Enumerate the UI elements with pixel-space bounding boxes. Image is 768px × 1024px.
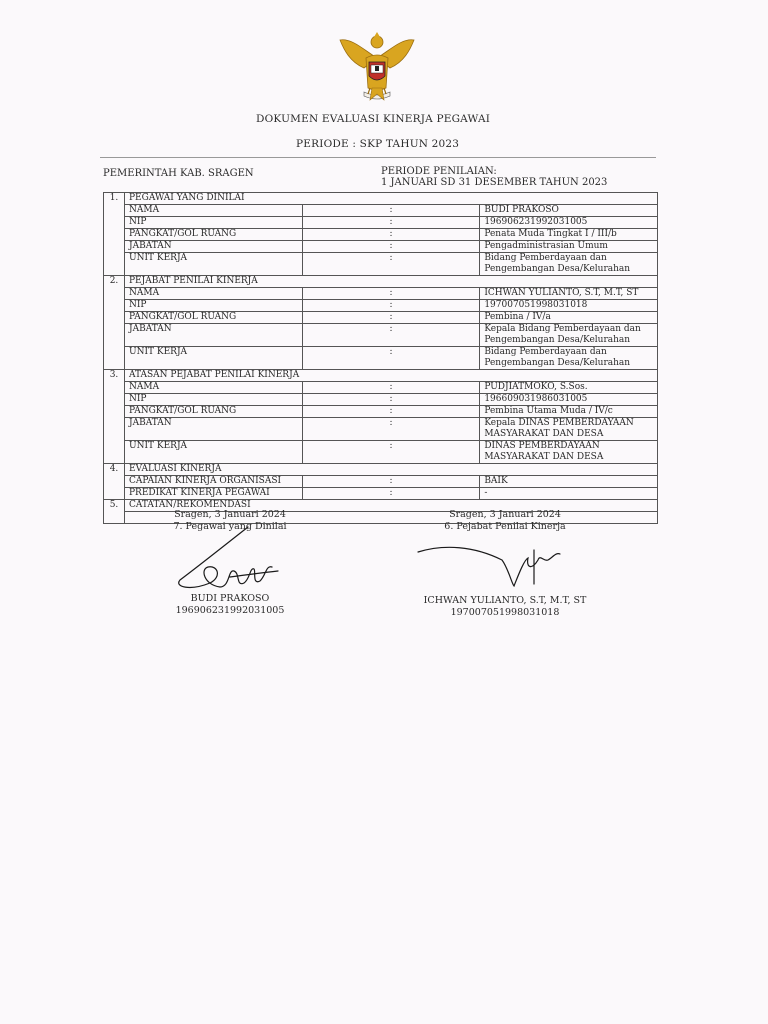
table-row	[104, 406, 658, 418]
field-label: JABATAN	[125, 241, 303, 253]
right-handwritten-signature	[414, 540, 574, 595]
section-number: 2.	[104, 276, 125, 370]
document-period: PERIODE : SKP TAHUN 2023	[296, 138, 460, 150]
field-label: UNIT KERJA	[125, 347, 303, 370]
field-value: Pembina / IV/a	[480, 312, 658, 324]
left-signature-role: 7. Pegawai yang Dinilai	[173, 521, 287, 532]
section-number: 3.	[104, 370, 125, 464]
field-value: 197007051998031018	[480, 300, 658, 312]
field-value: -	[480, 488, 658, 500]
field-value: BAIK	[480, 476, 658, 488]
field-colon: :	[302, 312, 480, 324]
field-label: NIP	[125, 394, 303, 406]
right-signature-place-date: Sragen, 3 Januari 2024	[449, 509, 561, 520]
field-label: UNIT KERJA	[125, 253, 303, 276]
field-colon: :	[302, 253, 480, 276]
table-row	[104, 441, 658, 464]
table-row	[104, 476, 658, 488]
field-colon: :	[302, 394, 480, 406]
field-value: DINAS PEMBERDAYAAN MASYARAKAT DAN DESA	[480, 441, 658, 464]
organization-name: PEMERINTAH KAB. SRAGEN	[103, 168, 254, 179]
field-value: Penata Muda Tingkat I / III/b	[480, 229, 658, 241]
assessment-period-label: PERIODE PENILAIAN:	[381, 166, 497, 177]
field-value: 196609031986031005	[480, 394, 658, 406]
field-label: NIP	[125, 300, 303, 312]
table-row	[104, 229, 658, 241]
section-title: EVALUASI KINERJA	[125, 464, 658, 476]
table-row	[104, 300, 658, 312]
table-row	[104, 205, 658, 217]
section-header-row	[104, 193, 658, 205]
right-signature-footer	[410, 595, 600, 619]
left-signature-place-date: Sragen, 3 Januari 2024	[174, 509, 286, 520]
field-colon: :	[302, 229, 480, 241]
left-handwritten-signature	[170, 525, 290, 600]
section-title: PEGAWAI YANG DINILAI	[125, 193, 658, 205]
section-number: 5.	[104, 500, 125, 524]
left-signature-footer	[150, 593, 310, 617]
field-value: 196906231992031005	[480, 217, 658, 229]
table-row	[104, 288, 658, 300]
document-title: DOKUMEN EVALUASI KINERJA PEGAWAI	[256, 113, 491, 125]
field-label: NAMA	[125, 288, 303, 300]
section-number: 1.	[104, 193, 125, 276]
field-label: NAMA	[125, 205, 303, 217]
field-label: PANGKAT/GOL RUANG	[125, 229, 303, 241]
table-row	[104, 394, 658, 406]
field-label: JABATAN	[125, 418, 303, 441]
assessment-period-value: 1 JANUARI SD 31 DESEMBER TAHUN 2023	[381, 177, 608, 188]
header-divider	[100, 157, 656, 158]
right-signature-role: 6. Pejabat Penilai Kinerja	[444, 521, 566, 532]
section-number: 4.	[104, 464, 125, 500]
field-label: JABATAN	[125, 324, 303, 347]
table-row	[104, 382, 658, 394]
field-colon: :	[302, 205, 480, 217]
right-signature-header	[420, 509, 590, 533]
field-value: Bidang Pemberdayaan dan Pengembangan Desa/Kelurahan	[480, 253, 658, 276]
field-label: NIP	[125, 217, 303, 229]
field-label: PANGKAT/GOL RUANG	[125, 312, 303, 324]
field-label: CAPAIAN KINERJA ORGANISASI	[125, 476, 303, 488]
right-signer-nip: 197007051998031018	[450, 607, 560, 618]
table-row	[104, 312, 658, 324]
table-row	[104, 241, 658, 253]
section-header-row	[104, 370, 658, 382]
field-value: Pengadministrasian Umum	[480, 241, 658, 253]
field-colon: :	[302, 476, 480, 488]
field-value: Kepala Bidang Pemberdayaan dan Pengembangan Desa/Kelurahan	[480, 324, 658, 347]
evaluation-form-table	[103, 192, 658, 524]
right-signer-name: ICHWAN YULIANTO, S.T, M.T, ST	[423, 595, 587, 606]
field-colon: :	[302, 300, 480, 312]
field-colon: :	[302, 418, 480, 441]
table-row	[104, 418, 658, 441]
field-label: PANGKAT/GOL RUANG	[125, 406, 303, 418]
left-signer-name: BUDI PRAKOSO	[190, 593, 270, 604]
field-value: Kepala DINAS PEMBERDAYAAN MASYARAKAT DAN DESA	[480, 418, 658, 441]
field-colon: :	[302, 347, 480, 370]
field-colon: :	[302, 441, 480, 464]
field-colon: :	[302, 288, 480, 300]
garuda-emblem-logo	[334, 28, 420, 104]
section-header-row	[104, 276, 658, 288]
field-value: ICHWAN YULIANTO, S.T, M.T, ST	[480, 288, 658, 300]
field-colon: :	[302, 217, 480, 229]
field-colon: :	[302, 324, 480, 347]
section-header-row	[104, 464, 658, 476]
field-value: BUDI PRAKOSO	[480, 205, 658, 217]
field-value: PUDJIATMOKO, S.Sos.	[480, 382, 658, 394]
table-row	[104, 347, 658, 370]
field-colon: :	[302, 382, 480, 394]
field-label: PREDIKAT KINERJA PEGAWAI	[125, 488, 303, 500]
section-title: ATASAN PEJABAT PENILAI KINERJA	[125, 370, 658, 382]
table-row	[104, 217, 658, 229]
field-colon: :	[302, 241, 480, 253]
field-colon: :	[302, 406, 480, 418]
table-row	[104, 488, 658, 500]
table-row	[104, 253, 658, 276]
left-signer-nip: 196906231992031005	[175, 605, 285, 616]
field-label: UNIT KERJA	[125, 441, 303, 464]
field-value: Bidang Pemberdayaan dan Pengembangan Desa/Kelurahan	[480, 347, 658, 370]
section-title: CATATAN/REKOMENDASI	[125, 500, 658, 512]
field-colon: :	[302, 488, 480, 500]
section-title: PEJABAT PENILAI KINERJA	[125, 276, 658, 288]
field-value: Pembina Utama Muda / IV/c	[480, 406, 658, 418]
field-label: NAMA	[125, 382, 303, 394]
table-row	[104, 324, 658, 347]
